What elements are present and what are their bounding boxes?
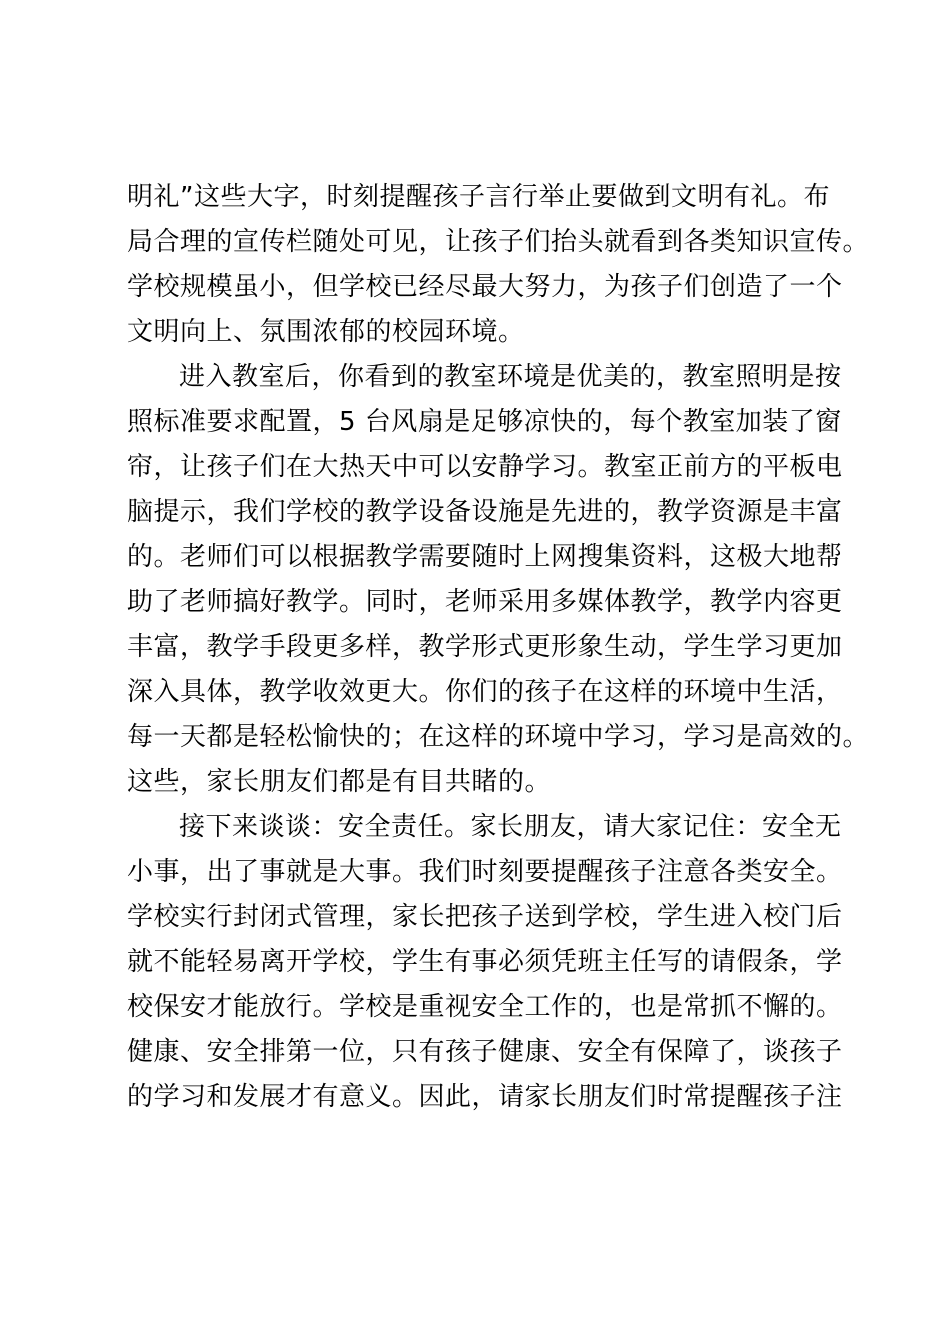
paragraph-safety (127, 805, 843, 1120)
text-line: 的学习和发展才有意义。因此，请家长朋友们时常提醒孩子注 (127, 1082, 843, 1112)
text-line: 文明向上、氛围浓郁的校园环境。 (127, 317, 525, 347)
text-line: 学校实行封闭式管理，家长把孩子送到学校，学生进入校门后 (127, 902, 843, 932)
text-line: 健康、安全排第一位，只有孩子健康、安全有保障了，谈孩子 (127, 1037, 843, 1067)
text-line: 帘，让孩子们在大热天中可以安静学习。教室正前方的平板电 (127, 452, 843, 482)
text-line: 脑提示，我们学校的教学设备设施是先进的，教学资源是丰富 (127, 497, 843, 527)
paragraph-classroom (127, 355, 870, 805)
document-body (127, 175, 870, 1120)
text-line: 这些，家长朋友们都是有目共睹的。 (127, 767, 552, 797)
text-line: 接下来谈谈：安全责任。家长朋友，请大家记住：安全无 (179, 812, 842, 842)
text-line: 深入具体，教学收效更大。你们的孩子在这样的环境中生活， (127, 677, 843, 707)
text-line: 学校规模虽小，但学校已经尽最大努力，为孩子们创造了一个 (127, 272, 843, 302)
text-line: 小事，出了事就是大事。我们时刻要提醒孩子注意各类安全。 (127, 857, 843, 887)
text-line: 照标准要求配置，5 台风扇是足够凉快的，每个教室加装了窗 (127, 407, 842, 437)
text-line: 每一天都是轻松愉快的；在这样的环境中学习，学习是高效的。 (127, 722, 870, 752)
text-line: 进入教室后，你看到的教室环境是优美的，教室照明是按 (179, 362, 842, 392)
text-line: 校保安才能放行。学校是重视安全工作的，也是常抓不懈的。 (127, 992, 843, 1022)
text-line: 局合理的宣传栏随处可见，让孩子们抬头就看到各类知识宣传。 (127, 227, 870, 257)
text-line: 明礼”这些大字，时刻提醒孩子言行举止要做到文明有礼。布 (127, 182, 830, 212)
text-line: 的。老师们可以根据教学需要随时上网搜集资料，这极大地帮 (127, 542, 843, 572)
text-line: 就不能轻易离开学校，学生有事必须凭班主任写的请假条，学 (127, 947, 843, 977)
text-line: 丰富，教学手段更多样，教学形式更形象生动，学生学习更加 (127, 632, 843, 662)
paragraph-campus-environment (127, 175, 870, 355)
text-line: 助了老师搞好教学。同时，老师采用多媒体教学，教学内容更 (127, 587, 843, 617)
